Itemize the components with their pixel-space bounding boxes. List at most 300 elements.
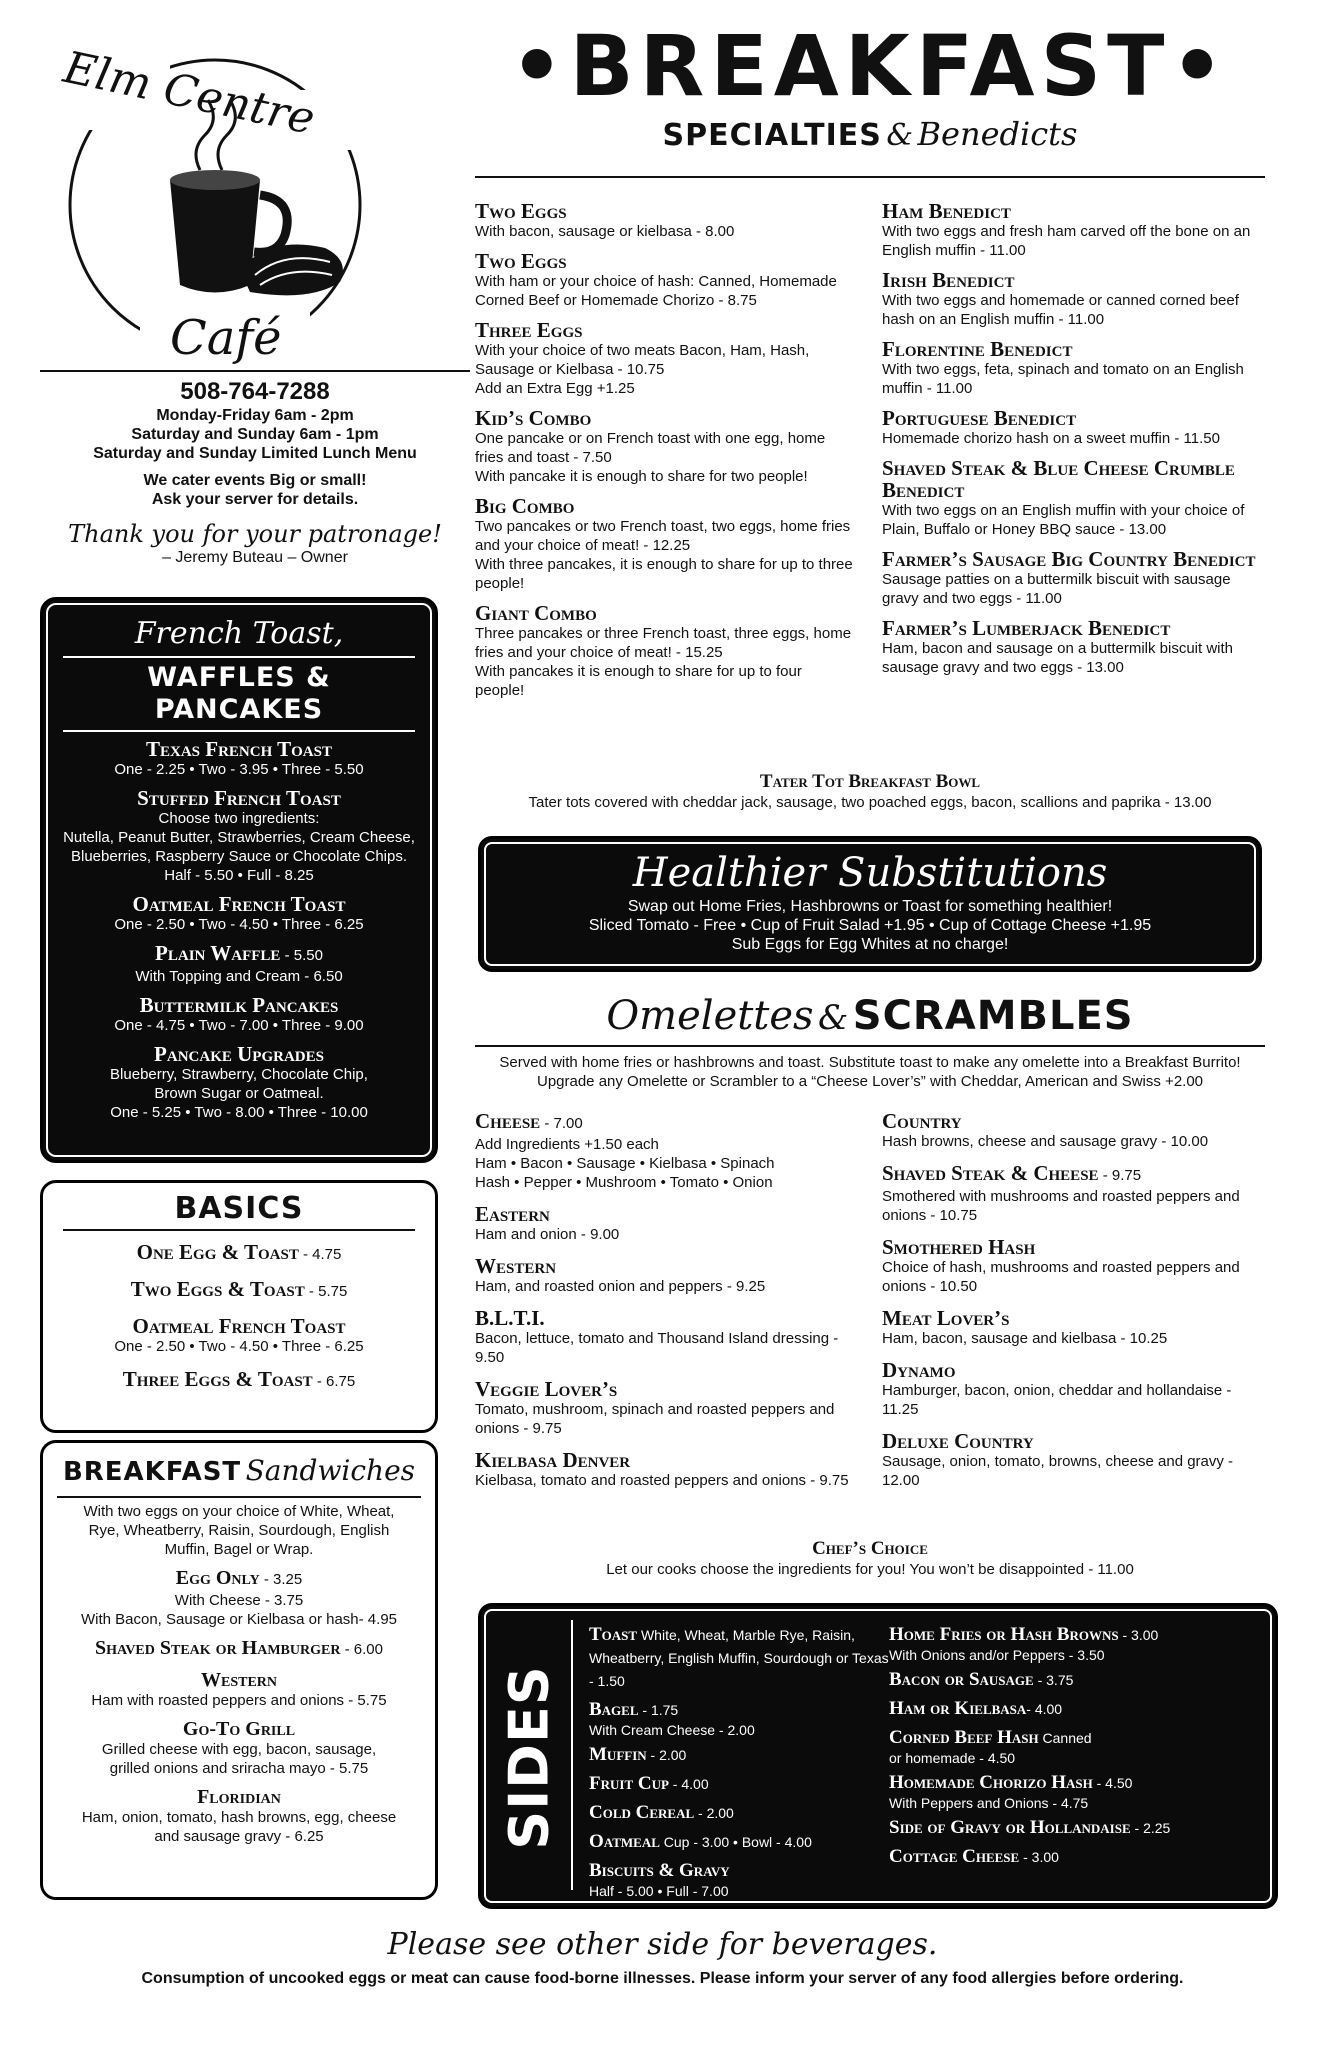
menu-item [882, 407, 1262, 448]
item-name [43, 1241, 435, 1266]
item-name [43, 1786, 435, 1808]
menu-item [475, 1449, 855, 1490]
menu-item [882, 1307, 1262, 1348]
item-name [882, 457, 1262, 501]
item-description: With your choice of two meats Bacon, Ham, Hash, Sausage or Kielbasa - 10.75 [475, 342, 810, 378]
item-title: Portuguese Benedict [882, 406, 1077, 430]
sides-left [589, 1624, 889, 1905]
item-title: Two Eggs [475, 249, 567, 273]
item-name [475, 495, 855, 517]
item-name [43, 1669, 435, 1691]
cater-line-1: We cater events Big or small! [143, 472, 367, 489]
omelettes-header [475, 990, 1265, 1051]
logo-text-bottom: Café [170, 310, 282, 366]
item-description: Hash browns, cheese and sausage gravy - 10.00 [882, 1133, 1209, 1150]
omelettes-intro [475, 1053, 1265, 1091]
item-price: - 9.75 [1098, 1167, 1142, 1184]
side-detail: - 4.00 [1026, 1701, 1063, 1717]
french-toast-list [43, 738, 435, 1122]
item-title: Buttermilk Pancakes [139, 993, 339, 1017]
item-name [882, 338, 1262, 360]
item-description: Three pancakes or three French toast, three eggs, home fries and your choice of meat! - 15.25 [475, 625, 852, 661]
item-title: Farmer’s Lumberjack Benedict [882, 616, 1171, 640]
menu-item [475, 407, 855, 486]
side-detail: White, Wheat, Marble Rye, Raisin, Wheatberry, English Muffin, Sourdough or Texas - 1.50 [589, 1627, 889, 1689]
item-title: Ham Benedict [882, 199, 1011, 223]
basics-list [43, 1241, 435, 1393]
item-line: and sausage gravy - 6.25 [154, 1828, 324, 1845]
item-title: Dynamo [882, 1358, 956, 1382]
healthier-title: Healthier Substitutions [632, 850, 1108, 896]
side-detail: - 1.75 [638, 1702, 679, 1718]
item-title: Deluxe Country [882, 1429, 1034, 1453]
side-detail: - 2.00 [646, 1747, 687, 1763]
item-title: Texas French Toast [146, 737, 332, 761]
item-name [43, 1637, 435, 1661]
menu-item [882, 457, 1262, 539]
logo-text-top: Elm Centre [59, 42, 320, 145]
item-description: With two eggs and fresh ham carved off the bone on an English muffin - 11.00 [882, 223, 1251, 259]
item-name [475, 602, 855, 624]
menu-item [475, 1110, 855, 1192]
side-name: Fruit Cup [589, 1773, 669, 1794]
side-item [889, 1727, 1269, 1766]
item-line: Half - 5.50 • Full - 8.25 [164, 867, 314, 884]
side-sub: With Onions and/or Peppers - 3.50 [889, 1647, 1105, 1663]
item-extra: With pancake it is enough to share for two people! [475, 468, 808, 485]
menu-item [882, 617, 1262, 677]
item-price: - 5.50 [280, 947, 323, 964]
menu-item [475, 495, 855, 593]
waffles-pancakes-title: WAFFLES & PANCAKES [63, 656, 415, 732]
side-line [889, 1624, 1269, 1647]
item-title: Three Eggs [475, 318, 583, 342]
healthier-panel [478, 836, 1262, 972]
menu-item [882, 269, 1262, 329]
item-description: Ham and onion - 9.00 [475, 1226, 620, 1243]
item-description: Hamburger, bacon, onion, cheddar and hollandaise - 11.25 [882, 1382, 1232, 1418]
item-description: Choice of hash, mushrooms and roasted peppers and onions - 10.50 [882, 1259, 1240, 1295]
item-name [475, 200, 855, 222]
omelettes-intro-1: Served with home fries or hashbrowns and toast. Substitute toast to make any omelette into a Breakfast Burrito! [499, 1054, 1241, 1071]
side-item [589, 1860, 889, 1899]
item-name [43, 942, 435, 967]
menu-item [43, 1637, 435, 1661]
menu-item [43, 787, 435, 885]
side-line [889, 1727, 1269, 1750]
item-description: Bacon, lettuce, tomato and Thousand Island dressing - 9.50 [475, 1330, 839, 1366]
menu-item [43, 1241, 435, 1266]
subtitle-amp: & [886, 118, 914, 153]
item-description: Homemade chorizo hash on a sweet muffin - 11.50 [882, 430, 1220, 447]
item-price: - 4.75 [298, 1246, 342, 1263]
sandwiches-title [43, 1451, 435, 1496]
side-line [889, 1772, 1269, 1795]
menu-item [43, 1567, 435, 1629]
item-line: One - 2.50 • Two - 4.50 • Three - 6.25 [114, 1338, 364, 1355]
side-item [589, 1744, 889, 1767]
item-title: Veggie Lover’s [475, 1377, 618, 1401]
sandwiches-intro: With two eggs on your choice of White, Wheat, Rye, Wheatberry, Raisin, Sourdough, English Muffin, Bagel or Wrap. [83, 1503, 395, 1558]
menu-item [475, 1255, 855, 1296]
contact-block [40, 378, 470, 567]
basics-panel [40, 1180, 438, 1433]
item-line: One - 2.25 • Two - 3.95 • Three - 5.50 [114, 761, 364, 778]
item-description: Smothered with mushrooms and roasted peppers and onions - 10.75 [882, 1188, 1240, 1224]
item-price: - 6.00 [340, 1641, 383, 1658]
item-name [882, 1430, 1262, 1452]
item-title: Shaved Steak or Hamburger [95, 1637, 341, 1659]
item-name [43, 994, 435, 1016]
item-name [882, 617, 1262, 639]
hours-weekend: Saturday and Sunday 6am - 1pm [131, 426, 379, 443]
side-item [889, 1817, 1269, 1840]
item-description: Ham, bacon and sausage on a buttermilk biscuit with sausage gravy and two eggs - 13.00 [882, 640, 1234, 676]
sandwiches-panel [40, 1440, 438, 1900]
menu-item [43, 1368, 435, 1393]
item-name [882, 200, 1262, 222]
side-detail: - 3.00 [1118, 1627, 1159, 1643]
menu-item [43, 1043, 435, 1122]
side-name: Bacon or Sausage [889, 1669, 1034, 1690]
owner: – Jeremy Buteau – Owner [162, 549, 348, 566]
item-name [475, 407, 855, 429]
omelettes-left [475, 1110, 855, 1501]
item-title: Western [475, 1254, 557, 1278]
omelettes-title: Omelettes [606, 993, 814, 1039]
healthier-line-3: Sub Eggs for Egg Whites at no charge! [731, 936, 1009, 953]
item-name [475, 319, 855, 341]
chefs-choice-desc: Let our cooks choose the ingredients for you! You won’t be disappointed - 11.00 [606, 1561, 1134, 1578]
item-extra-2: Hash • Pepper • Mushroom • Tomato • Onion [475, 1174, 773, 1191]
item-name [43, 1368, 435, 1393]
side-line [589, 1831, 889, 1854]
item-name [43, 738, 435, 760]
item-name [882, 1359, 1262, 1381]
logo-divider [40, 370, 470, 372]
item-name [43, 787, 435, 809]
side-line [889, 1698, 1269, 1721]
sandwich-list [43, 1567, 435, 1846]
item-description: With two eggs, feta, spinach and tomato on an English muffin - 11.00 [882, 361, 1244, 397]
item-description: Ham, bacon, sausage and kielbasa - 10.25 [882, 1330, 1168, 1347]
item-name [43, 1278, 435, 1303]
logo [40, 20, 370, 365]
omelettes-amp: & [818, 998, 849, 1038]
item-extra: With three pancakes, it is enough to share for up to three people! [475, 556, 853, 592]
item-title: Meat Lover’s [882, 1306, 1010, 1330]
sides-divider [571, 1620, 573, 1890]
hours-lunch: Saturday and Sunday Limited Lunch Menu [93, 445, 417, 462]
menu-item [882, 1110, 1262, 1151]
item-title: Cheese [475, 1109, 541, 1133]
item-line: With Cheese - 3.75 [174, 1592, 304, 1609]
item-line: With Bacon, Sausage or Kielbasa or hash- 4.95 [80, 1611, 398, 1628]
side-line [589, 1624, 889, 1693]
item-line: With Topping and Cream - 6.50 [135, 968, 343, 985]
item-description: Sausage, onion, tomato, browns, cheese and gravy - 12.00 [882, 1453, 1234, 1489]
item-description: Kielbasa, tomato and roasted peppers and onions - 9.75 [475, 1472, 849, 1489]
scrambles-title: SCRAMBLES [852, 993, 1134, 1039]
item-description: Sausage patties on a buttermilk biscuit with sausage gravy and two eggs - 11.00 [882, 571, 1231, 607]
side-item [889, 1698, 1269, 1721]
menu-item [43, 1278, 435, 1303]
item-price: - 5.75 [304, 1283, 348, 1300]
item-description: Two pancakes or two French toast, two eggs, home fries and your choice of meat! - 12.25 [475, 518, 851, 554]
menu-item [43, 1718, 435, 1778]
side-detail: - 4.00 [668, 1776, 709, 1792]
menu-item [475, 200, 855, 241]
page-title: •BREAKFAST• [509, 17, 1231, 115]
item-description: With two eggs on an English muffin with your choice of Plain, Buffalo or Honey BBQ sauce - 13.00 [882, 502, 1245, 538]
menu-item [43, 1669, 435, 1710]
side-detail: Cup - 3.00 • Bowl - 4.00 [659, 1834, 812, 1850]
side-item [889, 1846, 1269, 1869]
side-line [589, 1699, 889, 1722]
side-name: Oatmeal [589, 1831, 660, 1852]
item-name [882, 1236, 1262, 1258]
side-item [589, 1802, 889, 1825]
menu-item [882, 1359, 1262, 1419]
side-name: Toast [589, 1624, 638, 1645]
item-line: Nutella, Peanut Butter, Strawberries, Cream Cheese, [63, 829, 415, 846]
item-name [43, 893, 435, 915]
item-description: Tomato, mushroom, spinach and roasted peppers and onions - 9.75 [475, 1401, 835, 1437]
item-line: Blueberry, Strawberry, Chocolate Chip, [110, 1066, 368, 1083]
side-sub: With Cream Cheese - 2.00 [589, 1722, 755, 1738]
item-title: Kielbasa Denver [475, 1448, 631, 1472]
french-toast-panel [40, 597, 438, 1163]
item-line: Ham with roasted peppers and onions - 5.75 [91, 1692, 387, 1709]
side-detail: - 3.75 [1033, 1672, 1074, 1688]
item-extra: Add an Extra Egg +1.25 [475, 380, 635, 397]
item-description: One pancake or on French toast with one egg, home fries and toast - 7.50 [475, 430, 826, 466]
tater-tot-name: Tater Tot Breakfast Bowl [759, 771, 981, 792]
side-name: Side of Gravy or Hollandaise [889, 1817, 1131, 1838]
item-description: With bacon, sausage or kielbasa - 8.00 [475, 223, 735, 240]
item-title: Plain Waffle [155, 941, 281, 965]
sandwiches-title-breakfast: BREAKFAST [62, 1457, 242, 1487]
item-title: Shaved Steak & Cheese [882, 1161, 1099, 1185]
item-description: With ham or your choice of hash: Canned, Homemade Corned Beef or Homemade Chorizo - 8.75 [475, 273, 837, 309]
menu-item [43, 994, 435, 1035]
header-divider [475, 176, 1265, 178]
omelettes-right [882, 1110, 1262, 1501]
side-item [589, 1831, 889, 1854]
menu-item [43, 942, 435, 986]
item-description: Ham, and roasted onion and peppers - 9.25 [475, 1278, 766, 1295]
item-title: Pancake Upgrades [154, 1042, 324, 1066]
subtitle-benedicts: Benedicts [917, 115, 1078, 153]
chefs-choice-name: Chef’s Choice [812, 1538, 928, 1559]
item-name [43, 1043, 435, 1065]
item-extra: With pancakes it is enough to share for up to four people! [475, 663, 802, 699]
item-title: Giant Combo [475, 601, 597, 625]
side-line [889, 1669, 1269, 1692]
item-title: One Egg & Toast [136, 1240, 299, 1264]
side-line [589, 1860, 889, 1883]
side-name: Cold Cereal [589, 1802, 695, 1823]
item-title: Oatmeal French Toast [132, 892, 346, 916]
side-item [589, 1773, 889, 1796]
item-price: - 6.75 [312, 1373, 356, 1390]
item-name [882, 269, 1262, 291]
item-line: One - 4.75 • Two - 7.00 • Three - 9.00 [114, 1017, 364, 1034]
item-title: Stuffed French Toast [137, 786, 341, 810]
side-item [889, 1669, 1269, 1692]
side-name: Corned Beef Hash [889, 1727, 1039, 1748]
subtitle-specialties: SPECIALTIES [662, 118, 882, 153]
item-name [43, 1718, 435, 1740]
item-description: Add Ingredients +1.50 each [475, 1136, 659, 1153]
tater-tot-item [475, 771, 1265, 812]
menu-item [43, 738, 435, 779]
sides-panel [478, 1603, 1278, 1909]
menu-item [882, 548, 1262, 608]
breakfast-header [470, 18, 1270, 161]
item-name [43, 1567, 435, 1591]
footer-note: Please see other side for beverages. [387, 1927, 938, 1962]
side-item [589, 1624, 889, 1693]
item-name [882, 1162, 1262, 1187]
thank-you: Thank you for your patronage! [68, 520, 442, 548]
menu-item [475, 602, 855, 700]
item-line: One - 2.50 • Two - 4.50 • Three - 6.25 [114, 916, 364, 933]
item-title: Farmer’s Sausage Big Country Benedict [882, 547, 1256, 571]
menu-item [43, 1786, 435, 1846]
item-price: - 7.00 [540, 1115, 583, 1132]
item-name [882, 1110, 1262, 1132]
item-title: Irish Benedict [882, 268, 1015, 292]
menu-item [882, 1162, 1262, 1225]
item-line: Blueberries, Raspberry Sauce or Chocolate Chips. [71, 848, 407, 865]
hours-weekday: Monday-Friday 6am - 2pm [156, 407, 354, 424]
item-title: Egg Only [175, 1567, 260, 1589]
cater-line-2: Ask your server for details. [151, 491, 359, 508]
item-name [475, 250, 855, 272]
footer-warning: Consumption of uncooked eggs or meat can cause food-borne illnesses. Please inform your server of any food allergies before ordering. [141, 1970, 1184, 1987]
side-sub: With Peppers and Onions - 4.75 [889, 1795, 1089, 1811]
item-name [475, 1255, 855, 1277]
phone-number: 508-764-7288 [180, 378, 330, 405]
item-line: Brown Sugar or Oatmeal. [154, 1085, 324, 1102]
item-title: Smothered Hash [882, 1235, 1036, 1259]
side-sub: Half - 5.00 • Full - 7.00 [589, 1883, 729, 1899]
side-item [889, 1624, 1269, 1663]
item-title: Go-To Grill [182, 1718, 296, 1740]
item-name [43, 1315, 435, 1337]
side-detail: - 4.50 [1092, 1775, 1133, 1791]
side-line [589, 1802, 889, 1825]
side-item [589, 1699, 889, 1738]
item-title: Shaved Steak & Blue Cheese Crumble Benedict [882, 456, 1235, 502]
item-name [882, 1307, 1262, 1329]
menu-item [475, 319, 855, 398]
item-name [475, 1449, 855, 1471]
item-title: Two Eggs & Toast [130, 1277, 305, 1301]
item-title: Eastern [475, 1202, 550, 1226]
side-name: Ham or Kielbasa [889, 1698, 1027, 1719]
side-name: Biscuits & Gravy [589, 1860, 730, 1881]
item-name [475, 1110, 855, 1135]
side-detail: - 2.00 [694, 1805, 734, 1821]
sides-title: SIDES [497, 1665, 561, 1850]
menu-item [882, 1430, 1262, 1490]
item-title: Floridian [197, 1786, 281, 1808]
item-price: - 3.25 [259, 1571, 303, 1588]
side-item [889, 1772, 1269, 1811]
item-title: Country [882, 1109, 962, 1133]
side-detail: - 3.00 [1019, 1849, 1059, 1865]
menu-item [475, 1307, 855, 1367]
item-line: Grilled cheese with egg, bacon, sausage, [101, 1741, 377, 1758]
item-line: One - 5.25 • Two - 8.00 • Three - 10.00 [110, 1104, 368, 1121]
side-name: Cottage Cheese [889, 1846, 1020, 1867]
item-line: Ham, onion, tomato, hash browns, egg, cheese [81, 1809, 397, 1826]
subtitle [470, 114, 1270, 161]
item-line: grilled onions and sriracha mayo - 5.75 [109, 1760, 369, 1777]
basics-title: BASICS [174, 1191, 304, 1226]
item-title: Florentine Benedict [882, 337, 1073, 361]
item-title: Oatmeal French Toast [132, 1314, 346, 1338]
item-title: Big Combo [475, 494, 575, 518]
item-name [475, 1203, 855, 1225]
item-title: Three Eggs & Toast [122, 1367, 313, 1391]
french-toast-title: French Toast, [134, 616, 344, 651]
side-detail: - 2.25 [1130, 1820, 1171, 1836]
menu-item [475, 1378, 855, 1438]
item-description: With two eggs and homemade or canned corned beef hash on an English muffin - 11.00 [882, 292, 1239, 328]
omelettes-divider [475, 1045, 1265, 1047]
menu-item [882, 1236, 1262, 1296]
item-title: B.L.T.I. [475, 1306, 545, 1330]
healthier-line-2: Sliced Tomato - Free • Cup of Fruit Salad +1.95 • Cup of Cottage Cheese +1.95 [588, 917, 1152, 934]
sandwiches-title-sandwiches: Sandwiches [245, 1454, 416, 1487]
item-title: Kid’s Combo [475, 406, 592, 430]
side-line [589, 1744, 889, 1767]
menu-item [882, 338, 1262, 398]
chefs-choice-item [475, 1538, 1265, 1579]
side-detail: Canned [1038, 1730, 1092, 1746]
item-name [882, 548, 1262, 570]
healthier-line-1: Swap out Home Fries, Hashbrowns or Toast for something healthier! [627, 898, 1113, 915]
item-title: Western [200, 1669, 278, 1691]
tater-tot-desc: Tater tots covered with cheddar jack, sausage, two poached eggs, bacon, scallions and paprika - 13.00 [528, 794, 1212, 811]
item-name [475, 1378, 855, 1400]
item-title: Two Eggs [475, 199, 567, 223]
menu-item [475, 1203, 855, 1244]
side-sub: or homemade - 4.50 [889, 1750, 1016, 1766]
side-line [889, 1846, 1269, 1869]
item-line: Choose two ingredients: [158, 810, 320, 827]
item-name [882, 407, 1262, 429]
side-name: Muffin [589, 1744, 647, 1765]
menu-item [475, 250, 855, 310]
side-name: Homemade Chorizo Hash [889, 1772, 1093, 1793]
menu-item [882, 200, 1262, 260]
side-name: Home Fries or Hash Browns [889, 1624, 1119, 1645]
specialties-right [882, 200, 1262, 686]
item-extra: Ham • Bacon • Sausage • Kielbasa • Spinach [475, 1155, 775, 1172]
sides-right [889, 1624, 1269, 1875]
side-line [889, 1817, 1269, 1840]
omelettes-intro-2: Upgrade any Omelette or Scrambler to a “Cheese Lover’s” with Cheddar, American and Swiss +2.00 [536, 1073, 1204, 1090]
specialties-left [475, 200, 855, 709]
side-line [589, 1773, 889, 1796]
item-name [475, 1307, 855, 1329]
menu-item [43, 1315, 435, 1356]
menu-item [43, 893, 435, 934]
